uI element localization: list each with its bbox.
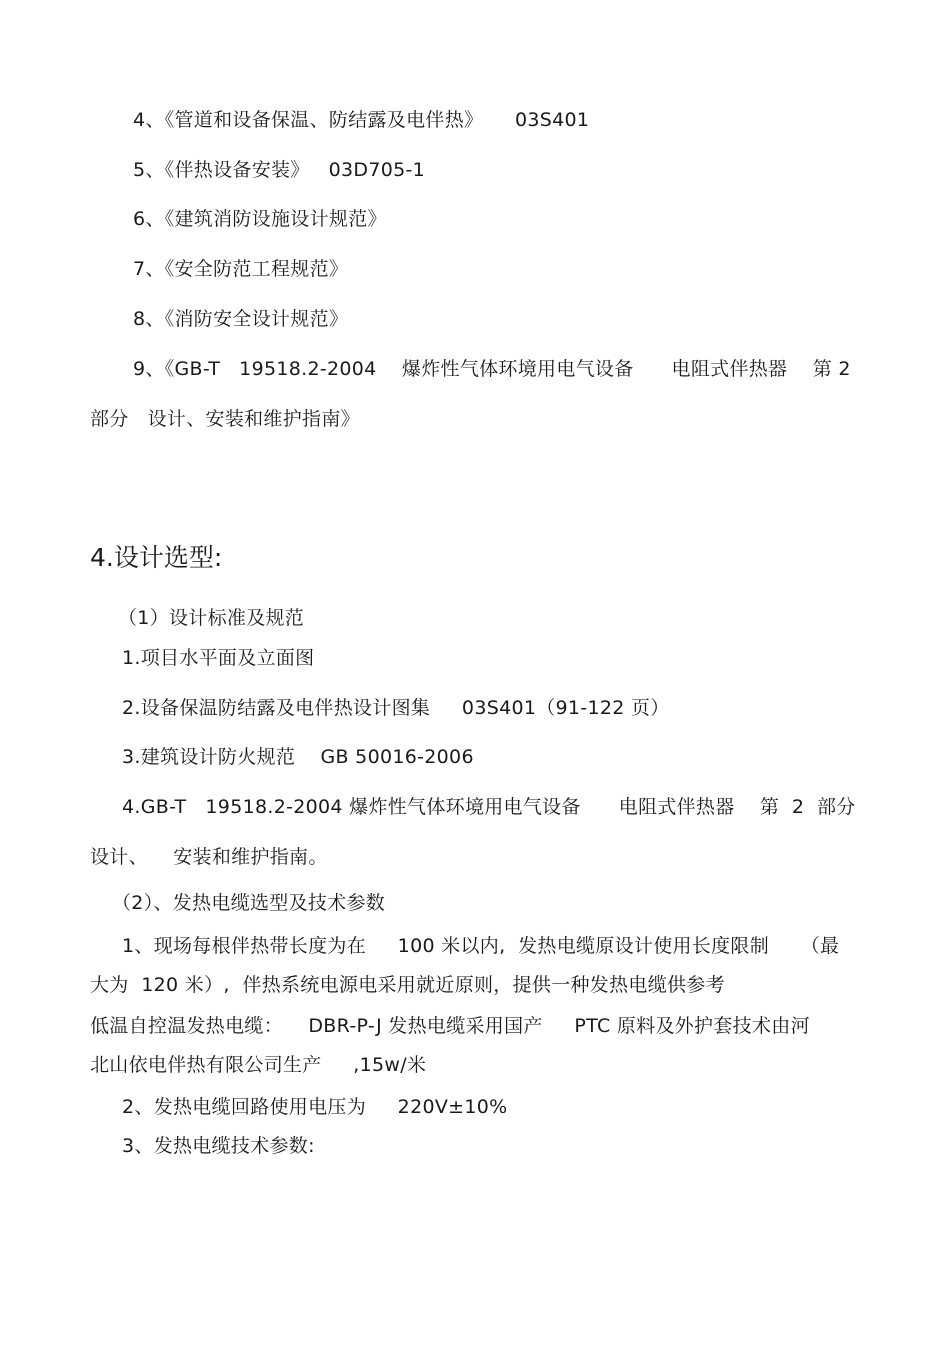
reference-item-6: 6、《建筑消防设施设计规范》: [133, 208, 387, 230]
paragraph-2: 2、发热电缆回路使用电压为 220V±10%: [122, 1096, 508, 1118]
paragraph-1-line-2: 大为 120 米）, 伴热系统电源电采用就近原则，提供一种发热电缆供参考: [90, 974, 725, 996]
subsection-2-title: （2）、发热电缆选型及技术参数: [112, 892, 386, 914]
paragraph-1-line-1: 1、现场每根伴热带长度为在 100 米以内, 发热电缆原设计使用长度限制 （最: [122, 935, 840, 957]
paragraph-1-line-3: 低温自控温发热电缆： DBR-P-J 发热电缆采用国产 PTC 原料及外护套技术由河: [90, 1015, 810, 1037]
reference-item-7: 7、《安全防范工程规范》: [133, 258, 349, 280]
standard-item-1: 1.项目水平面及立面图: [122, 647, 315, 669]
subsection-1-title: （1）设计标准及规范: [118, 607, 305, 629]
reference-item-9-line-1: 9、《GB-T 19518.2-2004 爆炸性气体环境用电气设备 电阻式伴热器 第 2: [133, 358, 851, 380]
paragraph-3: 3、发热电缆技术参数:: [122, 1135, 315, 1157]
section-heading: 4.设计选型:: [90, 543, 223, 572]
standard-item-4-line-1: 4.GB-T 19518.2-2004 爆炸性气体环境用电气设备 电阻式伴热器 第 2 部分: [122, 796, 856, 818]
reference-item-9-line-2: 部分 设计、安装和维护指南》: [90, 408, 360, 430]
standard-item-3: 3.建筑设计防火规范 GB 50016-2006: [122, 746, 474, 768]
standard-item-4-line-2: 设计、 安装和维护指南。: [90, 846, 328, 868]
paragraph-1-line-4: 北山依电伴热有限公司生产 ,15w/米: [90, 1054, 427, 1076]
reference-item-4: 4、《管道和设备保温、防结露及电伴热》 03S401: [133, 109, 590, 131]
reference-item-8: 8、《消防安全设计规范》: [133, 308, 349, 330]
standard-item-2: 2.设备保温防结露及电伴热设计图集 03S401（91-122 页）: [122, 697, 670, 719]
reference-item-5: 5、《伴热设备安装》 03D705-1: [133, 159, 426, 181]
